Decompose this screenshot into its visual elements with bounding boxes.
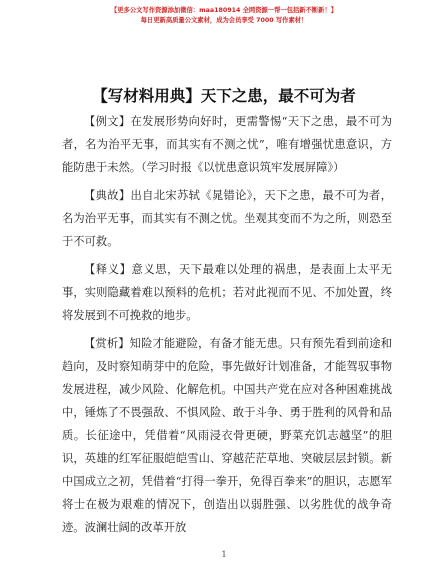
paragraph-text: 意义思，天下最难以处理的祸患，是表面上太平无事，实则隐藏着难以预料的危机；若对此视而不见、不加处置，终将发展到不可挽救的地步。 <box>62 263 392 322</box>
paragraph-appreciation <box>62 332 392 539</box>
promo-banner-line-1: 【更多公文写作资源添加微信：maa180914 全网资源一帮一包括新不断新！】 <box>110 7 338 14</box>
paragraph-example <box>62 110 392 179</box>
document-title: 【写材料用典】天下之患，最不可为者 <box>92 87 356 105</box>
paragraph-tag: 【例文】 <box>84 115 131 128</box>
page-number: 1 <box>221 550 227 559</box>
paragraph-allusion <box>62 184 392 253</box>
paragraph-text: 出自北宋苏轼《晁错论》，天下之患，最不可为者，名为治平无事，而其实有不测之忧。坐观其变而不为之所，则恐至于不可救。 <box>62 189 392 248</box>
paragraph-meaning <box>62 258 392 327</box>
paragraph-tag: 【赏析】 <box>84 337 130 350</box>
paragraph-text: 知险才能避险，有备才能无患。只有预先看到前途和趋向，及时察知萌芽中的危险，事先做好计划准备，才能驾驭事物发展进程，减少风险、化解危机。中国共产党在应对各种困难挑战中，锤炼了不畏强敌、不惧风险、敢于斗争、勇于胜利的风骨和品质。长征途中，凭借着“风雨浸衣骨更硬，野菜充饥志越坚”的胆识，英雄的红军征服皑皑雪山、穿越茫茫草地、突破层层封锁。新中国成立之初，凭借着“打得一拳开，免得百拳来”的胆识，志愿军将士在极为艰难的情况下，创造出以弱胜强、以劣胜优的战争奇迹。波澜壮阔的改革开放 <box>62 337 392 534</box>
paragraph-text: 在发展形势向好时，更需警惕“天下之患，最不可为者，名为治平无事，而其实有不测之忧”，唯有增强忧患意识，方能防患于未然。（学习时报《以忧患意识筑牢发展屏障》） <box>62 115 392 174</box>
promo-banner-line-2: 每日更新高质量公文素材，成为会员享受 7000 写作素材！ <box>140 17 308 24</box>
paragraph-tag: 【释义】 <box>84 263 132 276</box>
paragraph-tag: 【典故】 <box>84 189 131 202</box>
document-body <box>62 110 392 544</box>
